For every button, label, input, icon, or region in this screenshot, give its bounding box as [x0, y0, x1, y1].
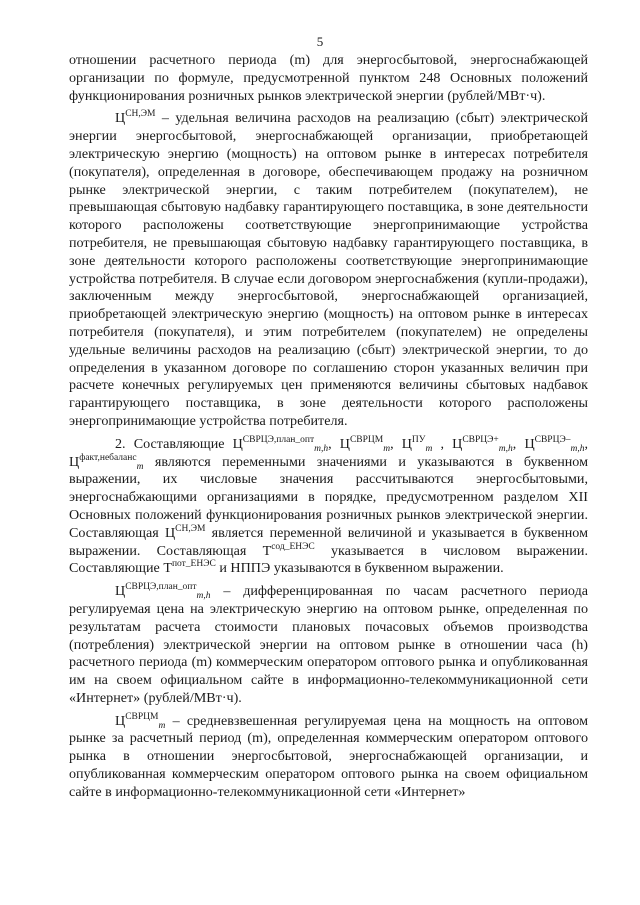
- paragraph-4: $Ц^{СВРЦЭ,план\_опт}_{m,h}$ – дифференцированная по часам расчетного периода регулируемая цена на электрическую энергию на оптовом рынке, определенная по результатам расчета стоимости плановых почасовых объемов производства (потребления) электрической энергии на оптовом рынке в отношении часа (h) расчетного периода (m) коммерческим оператором оптового рынка и опубликованная им на своем официальном сайте в информационно-телекоммуникационной сети «Интернет» (рублей/МВт·ч).: [69, 582, 588, 706]
- symbol-c-svrcm: $Ц^{СВРЦМ}_m$: [339, 434, 391, 454]
- page-number: 5: [316, 34, 324, 49]
- symbol-c-sn-em: $Ц^{СН,ЭМ}$: [115, 109, 156, 127]
- symbol-c-pu: $Ц^{ПУ}_m$: [401, 434, 433, 454]
- document-body: [69, 52, 588, 807]
- symbol-c-sn-em: $Ц^{СН,ЭМ}$: [164, 523, 206, 541]
- symbol-t-pot-enes: $Т^{пот\_ЕНЭС}$: [163, 559, 216, 577]
- paragraph-1: отношении расчетного периода (m) для энергосбытовой, энергоснабжающей организации по формуле, предусмотренной пунктом 248 Основных положений функционирования розничных рынков электрической энергии (рублей/МВт·ч).: [69, 52, 588, 104]
- paragraph-5: $Ц^{СВРЦМ}_m$ – средневзвешенная регулируемая цена на мощность на оптовом рынке за расчетный период (m), определенная коммерческим оператором оптового рынка в отношении энергосбытовой, энергоснабжающей организации, и опубликованная коммерческим оператором оптового рынка на своем официальном сайте в информационно-телекоммуникационной сети «Интернет»: [69, 711, 588, 800]
- symbol-c-fakt-nebalans: $Ц^{факт,небаланс}_m$: [69, 452, 144, 472]
- symbol-c-svrcm: $Ц^{СВРЦМ}_m$: [115, 711, 166, 731]
- symbol-c-svrce-minus: $Ц^{СВРЦЭ-}_{m,h}$: [524, 434, 585, 454]
- symbol-c-svrce-plan-opt: $Ц^{СВРЦЭ,план\_опт}_{m,h}$: [115, 582, 211, 602]
- symbol-c-svrce-plan-opt: $Ц^{СВРЦЭ,план\_опт}_{m,h}$: [232, 434, 329, 454]
- paragraph-3: 2. Составляющие $Ц^{СВРЦЭ,план\_опт}_{m,h}$, $Ц^{СВРЦМ}_m$, $Ц^{ПУ}_m$ , $Ц^{СВРЦЭ+}_{m,h}$, $Ц^{СВРЦЭ-}_{m,h}$, $Ц^{факт,небаланс}_m$ являются переменными значениями и указываются в буквенном выражении, их числовые значения рассчитываются энергосбытовыми, энергоснабжающими организациями в порядке, предусмотренном разделом XII Основных положений функционирования розничных рынков электрической энергии. Составляющая $Ц^{СН,ЭМ}$ является переменной величиной и указывается в буквенном выражении. Составляющая $Т^{сод\_ЕНЭС}$ указывается в числовом выражении. Составляющие $Т^{пот\_ЕНЭС}$ и НППЭ указываются в буквенном выражении.: [69, 434, 588, 577]
- paragraph-2-text: – удельная величина расходов на реализацию (сбыт) электрической энергии энергосбытовой, энергоснабжающей организации, приобретающей электрическую энергию (мощность) на оптовом рынке в интересах потребителя (покупателя), определенная в договоре, обеспечивающем продажу на розничном рынке электрической энергии, с таким потребителем (покупателем), не превышающая сбытовую надбавку гарантирующего поставщика, в зоне деятельности которого расположены соответствующие энергопринимающие устройства потребителя, не превышающая сбытовую надбавку гарантирующего поставщика, в зоне деятельности которого расположены соответствующие энергопринимающие устройства потребителя. В случае если договором энергоснабжения (купли-продажи), заключенным между энергосбытовой, энергоснабжающей организацией, приобретающей электрическую энергию (мощность) на оптовом рынке в интересах потребителя (покупателя), и этим потребителем (покупателем) не определены удельные величины расходов на реализацию (сбыт) электрической энергии, то до определения в указанном договоре по соглашению сторон указанных величин при расчете конечных регулируемых цен применяются величины сбытовых надбавок гарантирующего поставщика, в зоне деятельности которого расположены энергопринимающие устройства потребителя.: [69, 110, 588, 429]
- paragraph-2: [69, 110, 588, 430]
- symbol-c-svrce-plus: $Ц^{СВРЦЭ+}_{m,h}$: [452, 434, 513, 454]
- symbol-t-sod-enes: $Т^{сод\_ЕНЭС}$: [262, 541, 315, 559]
